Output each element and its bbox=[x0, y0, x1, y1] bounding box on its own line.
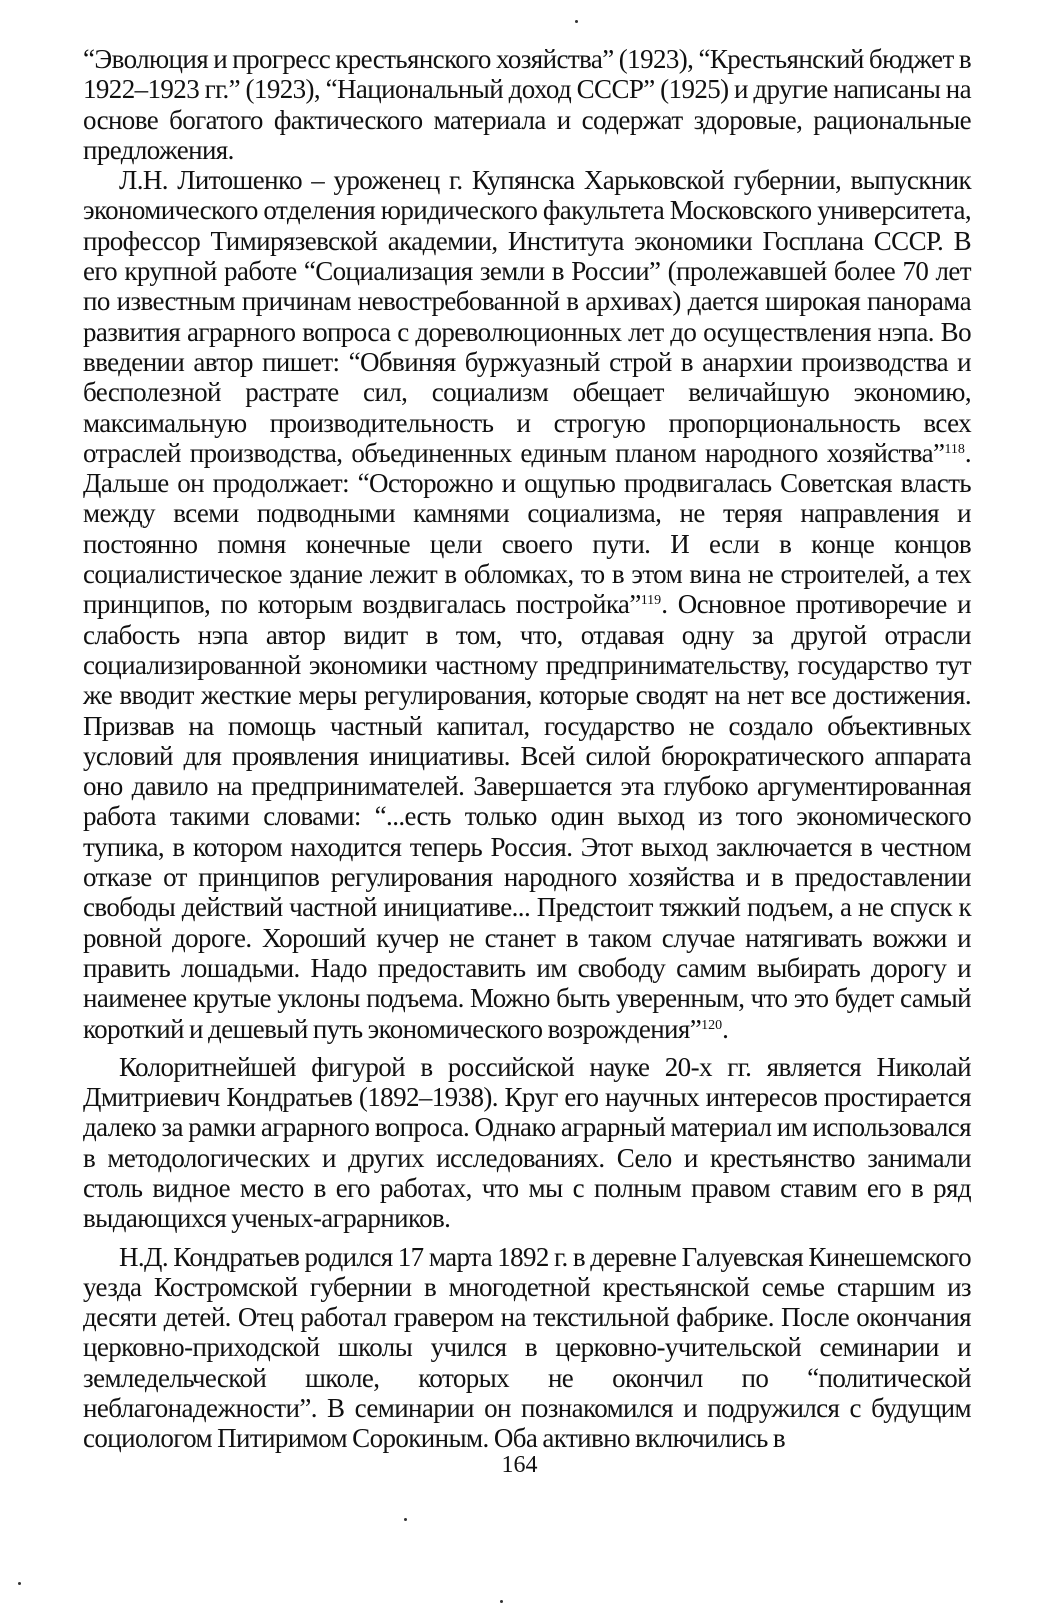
paragraph-2-text-a: Л.Н. Литошенко – уроженец г. Купянска Харьковской губернии, выпускник экономического отделения юридического факультета Московского университета, профессор Тимирязевской академии, Института экономики Госплана СССР. В его крупной работе “Социализация земли в России” (пролежавшей более 70 лет по известным причинам невостребованной в архивах) дается широкая панорама развития аграрного вопроса с дореволюционных лет до осуществления нэпа. Во введении автор пишет: “Обвиняя буржуазный строй в анархии производства и бесполезной растрате сил, социализм обещает величайшую экономию, максимальную производительность и строгую пропорциональность всех отраслей производства, объединенных единым планом народного хозяйства” bbox=[83, 165, 971, 468]
paragraph-4-text: Н.Д. Кондратьев родился 17 марта 1892 г. в деревне Галуевская Кинешемского уезда Костромской губернии в многодетной крестьянской семье старшим из десяти детей. Отец работал гравером на текстильной фабрике. После окончания церковно-приходской школы учился в церковно-учительской семинарии и земледельческой школе, которых не окончил по “политической неблагонадежности”. В семинарии он познакомился и подружился с будущим социологом Питиримом Сорокиным. Оба активно включились в bbox=[83, 1241, 971, 1454]
paragraph-1-text: “Эволюция и прогресс крестьянского хозяйства” (1923), “Крестьянский бюджет в 1922–1923 гг.” (1923), “Национальный доход СССР” (1925) и другие написаны на основе богатого фактического материала и содержат здоровые, рациональные предложения. bbox=[83, 44, 971, 165]
paragraph-4 bbox=[83, 1242, 971, 1454]
paragraph-2-text-b: . Дальше он продолжает: “Осторожно и ощупью продвигалась Советская власть между всеми подводными камнями социализма, не теряя направления и постоянно помня конечные цели своего пути. И если в конце концов социалистическое здание лежит в обломках, то в этом вина не строителей, а тех принципов, по которым воздвигалась постройка” bbox=[83, 437, 971, 620]
paragraph-2-text-c: . Основное противоречие и слабость нэпа автор видит в том, что, отдавая одну за другой отрасли социализированной экономики частному предпринимательству, государство тут же вводит жесткие меры регулирования, которые сводят на нет все достижения. Призвав на помощь частный капитал, государство не создало объективных условий для проявления инициативы. Всей силой бюрократического аппарата оно давило на предпринимателей. Завершается эта глубоко аргументированная работа такими словами: “...есть только один выход из того экономического тупика, в котором находится теперь Россия. Этот выход заключается в честном отказе от принципов регулирования народного хозяйства и в предоставлении свободы действий частной инициативе... Предстоит тяжкий подъем, а не спуск к ровной дороге. Хороший кучер не станет в таком случае натягивать вожжи и править лошадьми. Надо предоставить им свободу самим выбирать дорогу и наименее крутые уклоны подъема. Можно быть уверенным, что это будет самый короткий и дешевый путь экономического возрождения” bbox=[83, 589, 971, 1044]
document-body bbox=[83, 44, 971, 1454]
footnote-ref-119: 119 bbox=[640, 593, 662, 609]
paragraph-1 bbox=[83, 44, 971, 165]
paragraph-3-text: Колоритнейшей фигурой в российской науке 20-х гг. является Николай Дмитриевич Кондратьев (1892–1938). Круг его научных интересов простирается далеко за рамки аграрного вопроса. Однако аграрный материал им использовался в методологических и других исследованиях. Село и крестьянство занимали столь видное место в его работах, что мы с полным правом ставим его в ряд выдающихся ученых-аграрников. bbox=[83, 1051, 971, 1234]
footnote-ref-120: 120 bbox=[701, 1017, 723, 1033]
scan-speck bbox=[500, 1600, 503, 1603]
paragraph-2-text-d: . bbox=[722, 1013, 729, 1044]
page-number: 164 bbox=[501, 1452, 538, 1478]
footnote-ref-118: 118 bbox=[944, 441, 965, 457]
scan-speck bbox=[18, 1582, 21, 1585]
scan-speck bbox=[575, 20, 578, 23]
paragraph-3 bbox=[83, 1052, 971, 1234]
scan-speck bbox=[404, 1518, 407, 1521]
paragraph-2 bbox=[83, 165, 971, 1044]
